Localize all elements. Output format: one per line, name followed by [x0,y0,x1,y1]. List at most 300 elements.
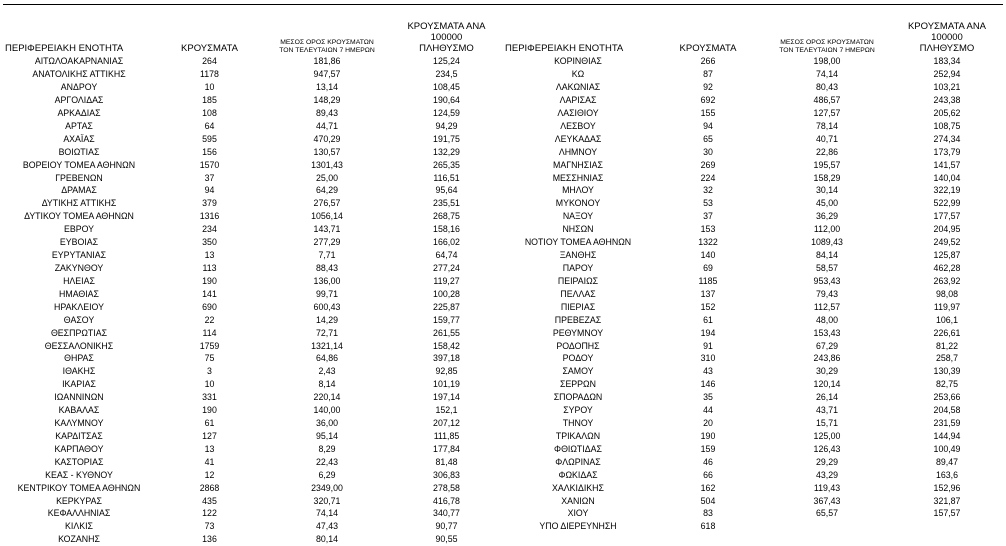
right-cases-cell: 92 [703,82,713,93]
left-avg-cell: 136,00 [313,275,341,286]
table-row [3,262,1003,275]
header-avg-right-line1: ΜΕΣΟΣ ΟΡΟΣ ΚΡΟΥΣΜΑΤΩΝ [780,39,874,47]
right-region-cell: ΝΑΞΟΥ [562,211,594,222]
left-per100k-cell: 190,64 [433,94,460,105]
left-region-cell: ΑΡΤΑΣ [65,120,93,131]
right-avg-cell: 65,57 [815,508,838,519]
left-per100k-cell: 166,02 [433,237,460,248]
left-per100k-cell: 261,55 [433,327,460,338]
left-avg-cell: 277,29 [313,237,341,248]
left-cases-cell: 1570 [199,159,220,170]
left-avg-cell: 7,71 [318,250,336,261]
right-avg-cell: 15,71 [815,418,838,429]
right-avg-cell [763,533,891,546]
right-cases-cell: 61 [703,314,713,325]
table-row [3,197,1003,210]
left-region-cell: ΔΥΤΙΚΗΣ ΑΤΤΙΚΗΣ [41,198,117,209]
left-avg-cell: 2,43 [318,366,336,377]
right-avg-cell: 198,00 [813,56,841,67]
right-per100k-cell: 98,08 [935,288,958,299]
left-avg-cell: 74,14 [315,508,338,519]
right-region-cell: ΤΡΙΚΑΛΩΝ [555,430,601,441]
left-cases-cell: 122 [202,508,217,519]
right-avg-cell: 112,57 [813,301,841,312]
left-avg-cell: 320,71 [313,495,341,506]
left-region-cell: ΘΗΡΑΣ [64,353,94,364]
right-avg-cell: 126,43 [813,443,841,454]
right-avg-cell: 486,57 [813,94,841,105]
left-region-cell: ΙΩΑΝΝΙΝΩΝ [54,392,104,403]
left-region-cell: ΘΕΣΠΡΩΤΙΑΣ [50,327,108,338]
right-avg-cell: 127,57 [813,107,841,118]
table-row [3,378,1003,391]
table-row [3,352,1003,365]
table-row [3,287,1003,300]
right-cases-cell: 94 [703,120,713,131]
right-region-cell: ΝΗΣΩΝ [562,224,594,235]
left-cases-cell: 185 [202,94,217,105]
right-avg-cell: 30,14 [815,185,838,196]
left-per100k-cell: 197,14 [433,392,460,403]
table-row [3,158,1003,171]
right-avg-cell: 1089,43 [811,237,843,248]
right-avg-cell: 125,00 [813,430,841,441]
left-region-cell: ΘΑΣΟΥ [63,314,95,325]
right-cases-cell: 66 [703,469,713,480]
left-region-cell: ΚΕΦΑΛΛΗΝΙΑΣ [47,508,111,519]
right-region-cell: ΜΥΚΟΝΟΥ [555,198,601,209]
left-region-cell: ΑΙΤΩΛΟΑΚΑΡΝΑΝΙΑΣ [34,56,124,67]
right-region-cell: ΡΟΔΟΥ [562,353,594,364]
left-avg-cell: 95,14 [315,430,338,441]
cases-table-container [3,22,1003,546]
right-region-cell: ΦΩΚΙΔΑΣ [558,469,598,480]
right-region-cell: ΜΕΣΣΗΝΙΑΣ [552,172,604,183]
right-per100k-cell: 100,49 [933,443,961,454]
table-row [3,365,1003,378]
left-cases-cell: 114 [202,327,217,338]
right-per100k-cell: 173,79 [933,146,961,157]
left-region-cell: ΒΟΡΕΙΟΥ ΤΟΜΕΑ ΑΘΗΝΩΝ [22,159,136,170]
left-cases-cell: 190 [202,275,217,286]
right-region-cell: ΣΑΜΟΥ [562,366,594,377]
right-region-cell: ΛΑΣΙΘΙΟΥ [557,107,599,118]
right-avg-cell: 195,57 [813,159,841,170]
right-avg-cell: 119,43 [813,482,841,493]
right-per100k-cell: 258,7 [935,353,958,364]
left-avg-cell: 8,29 [318,443,336,454]
left-avg-cell: 44,71 [315,120,338,131]
right-avg-cell: 67,29 [815,340,838,351]
right-per100k-cell: 130,39 [933,366,961,377]
right-per100k-cell: 263,92 [933,275,961,286]
left-cases-cell: 75 [204,353,215,364]
right-region-cell [503,533,653,546]
left-avg-cell: 1321,14 [311,340,343,351]
table-row [3,391,1003,404]
right-cases-cell: 46 [703,456,713,467]
header-region-right: ΠΕΡΙΦΕΡΕΙΑΚΗ ΕΝΟΤΗΤΑ [505,42,624,54]
right-cases-cell: 1322 [698,237,718,248]
left-region-cell: ΚΕΑΣ - ΚΥΘΝΟΥ [45,469,113,480]
left-cases-cell: 13 [204,443,215,454]
left-per100k-cell: 64,74 [435,250,458,261]
left-avg-cell: 140,00 [313,405,341,416]
left-avg-cell: 36,00 [315,418,338,429]
right-per100k-cell: 125,87 [933,250,961,261]
right-cases-cell: 155 [700,107,716,118]
right-cases-cell: 269 [700,159,716,170]
right-cases-cell: 190 [700,430,716,441]
left-avg-cell: 276,57 [313,198,341,209]
left-avg-cell: 1301,43 [311,159,343,170]
left-avg-cell: 99,71 [315,288,338,299]
right-region-cell: ΞΑΝΘΗΣ [559,250,597,261]
left-region-cell: ΓΡΕΒΕΝΩΝ [55,172,103,183]
left-region-cell: ΙΚΑΡΙΑΣ [62,379,96,390]
right-region-cell: ΡΟΔΟΠΗΣ [556,340,600,351]
right-region-cell: ΡΕΘΥΜΝΟΥ [552,327,604,338]
right-per100k-cell: 141,57 [933,159,961,170]
right-per100k-cell: 144,94 [933,430,961,441]
left-cases-cell: 379 [202,198,217,209]
left-region-cell: ΗΡΑΚΛΕΙΟΥ [54,301,104,312]
right-per100k-cell: 231,59 [933,418,961,429]
left-avg-cell: 72,71 [315,327,338,338]
right-per100k-cell: 81,22 [935,340,958,351]
left-per100k-cell: 125,24 [433,56,460,67]
left-cases-cell: 64 [204,120,215,131]
left-cases-cell: 1759 [199,340,220,351]
right-avg-cell: 30,29 [815,366,838,377]
right-region-cell: ΛΑΡΙΣΑΣ [559,94,597,105]
right-per100k-cell: 249,52 [933,237,961,248]
right-per100k-cell: 204,58 [933,405,961,416]
table-row [3,249,1003,262]
right-cases-cell: 310 [700,353,716,364]
table-row [3,313,1003,326]
left-per100k-cell: 111,85 [433,430,460,441]
table-row [3,339,1003,352]
right-region-cell: ΧΙΟΥ [567,508,589,519]
right-avg-cell: 367,43 [813,495,841,506]
cases-by-region-table [3,22,1003,546]
left-region-cell: ΚΙΛΚΙΣ [65,521,93,532]
left-avg-cell: 143,71 [313,224,341,235]
table-row [3,417,1003,430]
left-cases-cell: 331 [202,392,217,403]
left-region-cell: ΑΧΑΪΑΣ [63,133,95,144]
right-avg-cell: 158,29 [813,172,841,183]
left-avg-cell: 89,43 [315,107,338,118]
table-row [3,274,1003,287]
left-region-cell: ΔΥΤΙΚΟΥ ΤΟΜΕΑ ΑΘΗΝΩΝ [24,211,134,222]
right-cases-cell: 32 [703,185,713,196]
left-avg-cell: 14,29 [315,314,338,325]
left-region-cell: ΚΟΖΑΝΗΣ [58,534,100,545]
table-row [3,81,1003,94]
right-region-cell: ΛΑΚΩΝΙΑΣ [555,82,601,93]
right-avg-cell: 48,00 [815,314,838,325]
left-region-cell: ΕΥΒΟΙΑΣ [59,237,99,248]
right-region-cell: ΠΡΕΒΕΖΑΣ [554,314,602,325]
left-cases-cell: 190 [202,405,217,416]
table-row [3,236,1003,249]
left-region-cell: ΚΕΝΤΡΙΚΟΥ ΤΟΜΕΑ ΑΘΗΝΩΝ [17,482,141,493]
right-per100k-cell: 108,75 [933,120,961,131]
right-per100k-cell: 183,34 [933,56,961,67]
left-cases-cell: 37 [204,172,215,183]
left-cases-cell: 136 [202,534,217,545]
left-cases-cell: 13 [204,250,215,261]
left-region-cell: ΒΟΙΩΤΙΑΣ [58,146,100,157]
right-avg-cell: 43,29 [815,469,838,480]
left-per100k-cell: 108,45 [433,82,460,93]
right-cases-cell: 53 [703,198,713,209]
right-cases-cell: 153 [700,224,716,235]
right-region-cell: ΧΑΝΙΩΝ [561,495,595,506]
header-per100k-right-line1: ΚΡΟΥΣΜΑΤΑ ΑΝΑ 100000 [907,21,987,43]
table-row [3,430,1003,443]
left-per100k-cell: 207,12 [433,418,460,429]
left-region-cell: ΑΡΚΑΔΙΑΣ [57,107,101,118]
right-cases-cell: 146 [700,379,716,390]
left-cases-cell: 108 [202,107,217,118]
right-region-cell: ΚΩ [571,69,585,80]
left-region-cell: ΕΒΡΟΥ [63,224,95,235]
right-avg-cell: 78,14 [815,120,838,131]
table-row [3,106,1003,119]
left-per100k-cell: 119,27 [433,275,460,286]
right-cases-cell: 65 [703,133,713,144]
table-row [3,520,1003,533]
right-cases-cell: 69 [703,262,713,273]
left-per100k-cell: 132,29 [433,146,460,157]
left-per100k-cell: 116,51 [433,172,460,183]
left-per100k-cell: 101,19 [433,379,460,390]
table-row [3,68,1003,81]
left-per100k-cell: 225,87 [433,301,460,312]
table-row [3,404,1003,417]
header-avg-left-line2: ΤΟΝ ΤΕΛΕΥΤΑΙΩΝ 7 ΗΜΕΡΩΝ [279,46,375,54]
table-row [3,210,1003,223]
table-row [3,533,1003,546]
right-per100k-cell: 82,75 [935,379,958,390]
left-avg-cell: 148,29 [313,94,341,105]
right-per100k-cell: 243,38 [933,94,961,105]
right-cases-cell: 224 [700,172,716,183]
left-region-cell: ΗΜΑΘΙΑΣ [59,288,99,299]
left-per100k-cell: 397,18 [433,353,460,364]
right-avg-cell: 79,43 [815,288,838,299]
header-avg-right-line2: ΤΟΝ ΤΕΛΕΥΤΑΙΩΝ 7 ΗΜΕΡΩΝ [779,46,875,54]
table-row [3,119,1003,132]
left-cases-cell: 141 [202,288,217,299]
left-avg-cell: 8,14 [318,379,336,390]
left-region-cell: ΚΑΒΑΛΑΣ [58,405,100,416]
table-row [3,326,1003,339]
right-region-cell: ΛΕΥΚΑΔΑΣ [554,133,602,144]
right-per100k-cell: 119,97 [933,301,961,312]
left-cases-cell: 73 [204,521,215,532]
table-header-row [3,22,1003,55]
left-per100k-cell: 277,24 [433,262,460,273]
right-per100k-cell: 163,6 [935,469,958,480]
table-row [3,184,1003,197]
right-avg-cell: 74,14 [815,69,838,80]
right-region-cell: ΤΗΝΟΥ [562,418,594,429]
left-cases-cell: 22 [204,314,215,325]
right-region-cell: ΦΛΩΡΙΝΑΣ [555,456,601,467]
left-avg-cell: 470,29 [313,133,341,144]
left-per100k-cell: 95,64 [435,185,458,196]
left-avg-cell: 2349,00 [311,482,343,493]
header-per100k-left-line2: ΠΛΗΘΥΣΜΟ [419,42,474,54]
right-cases-cell: 159 [700,443,716,454]
header-avg-right [763,22,891,55]
right-avg-cell: 43,71 [815,405,838,416]
left-per100k-cell: 90,55 [435,534,458,545]
table-row [3,300,1003,313]
left-cases-cell: 41 [204,456,215,467]
table-row [3,171,1003,184]
right-cases-cell: 87 [703,69,713,80]
table-row [3,455,1003,468]
left-avg-cell: 22,43 [315,456,338,467]
header-avg-left-line1: ΜΕΣΟΣ ΟΡΟΣ ΚΡΟΥΣΜΑΤΩΝ [280,39,374,47]
right-per100k-cell: 106,1 [935,314,958,325]
right-region-cell: ΜΗΛΟΥ [562,185,594,196]
left-cases-cell: 61 [204,418,215,429]
left-per100k-cell: 191,75 [433,133,460,144]
left-per100k-cell: 81,48 [435,456,458,467]
right-per100k-cell: 140,04 [933,172,961,183]
right-region-cell: ΣΠΟΡΑΔΩΝ [553,392,603,403]
right-avg-cell: 153,43 [813,327,841,338]
left-avg-cell: 64,86 [315,353,338,364]
right-region-cell: ΠΕΛΛΑΣ [560,288,596,299]
left-region-cell: ΚΑΡΔΙΤΣΑΣ [55,430,103,441]
left-avg-cell: 64,29 [315,185,338,196]
left-avg-cell: 25,00 [315,172,338,183]
header-avg-left [264,22,390,55]
right-cases-cell: 44 [703,405,713,416]
right-avg-cell: 58,57 [815,262,838,273]
left-cases-cell: 234 [202,224,217,235]
right-per100k-cell: 103,21 [933,82,961,93]
right-cases-cell: 83 [703,508,713,519]
left-cases-cell: 156 [202,146,217,157]
right-cases-cell: 37 [703,211,713,222]
right-cases-cell: 91 [703,340,713,351]
left-per100k-cell: 158,42 [433,340,460,351]
right-avg-cell: 26,14 [815,392,838,403]
left-avg-cell: 1056,14 [311,211,343,222]
right-avg-cell: 80,43 [815,82,838,93]
left-cases-cell: 113 [202,262,217,273]
right-cases-cell: 20 [703,418,713,429]
left-region-cell: ΖΑΚΥΝΘΟΥ [54,262,104,273]
left-region-cell: ΙΘΑΚΗΣ [62,366,96,377]
right-region-cell: ΠΙΕΡΙΑΣ [560,301,596,312]
right-per100k-cell: 321,87 [933,495,961,506]
left-cases-cell: 435 [202,495,217,506]
left-cases-cell: 10 [204,82,215,93]
table-row [3,507,1003,520]
table-row [3,494,1003,507]
right-avg-cell: 29,29 [815,456,838,467]
right-avg-cell: 243,86 [813,353,841,364]
left-avg-cell: 47,43 [315,521,338,532]
right-region-cell: ΠΑΡΟΥ [562,262,594,273]
table-row [3,132,1003,145]
right-region-cell: ΣΕΡΡΩΝ [560,379,596,390]
top-border-line [3,4,1003,5]
left-per100k-cell: 268,75 [433,211,460,222]
left-avg-cell: 947,57 [313,69,341,80]
header-per100k-left-line1: ΚΡΟΥΣΜΑΤΑ ΑΝΑ 100000 [407,21,486,43]
right-per100k-cell: 253,66 [933,392,961,403]
left-avg-cell: 6,29 [318,469,336,480]
left-avg-cell: 220,14 [313,392,341,403]
left-cases-cell: 264 [202,56,217,67]
right-per100k-cell: 205,62 [933,107,961,118]
left-per100k-cell: 92,85 [435,366,458,377]
left-per100k-cell: 177,84 [433,443,460,454]
left-region-cell: ΘΕΣΣΑΛΟΝΙΚΗΣ [44,340,114,351]
right-per100k-cell: 177,57 [933,211,961,222]
table-row [3,145,1003,158]
right-avg-cell [763,520,891,533]
left-region-cell: ΔΡΑΜΑΣ [61,185,97,196]
left-cases-cell: 94 [204,185,215,196]
right-per100k-cell: 522,99 [933,198,961,209]
right-per100k-cell: 462,28 [933,262,961,273]
right-region-cell: ΧΑΛΚΙΔΙΚΗΣ [552,482,604,493]
left-region-cell: ΚΕΡΚΥΡΑΣ [56,495,102,506]
right-region-cell: ΦΘΙΩΤΙΔΑΣ [554,443,602,454]
table-row [3,94,1003,107]
left-cases-cell: 1316 [199,211,220,222]
right-avg-cell: 45,00 [815,198,838,209]
right-region-cell: ΜΑΓΝΗΣΙΑΣ [553,159,603,170]
left-avg-cell: 130,57 [313,146,341,157]
right-cases-cell: 194 [700,327,716,338]
left-avg-cell: 13,14 [315,82,338,93]
header-per100k-right-line2: ΠΛΗΘΥΣΜΟ [919,42,975,54]
right-cases-cell: 30 [703,146,713,157]
left-region-cell: ΗΛΕΙΑΣ [63,275,95,286]
right-avg-cell: 36,29 [815,211,838,222]
left-cases-cell: 127 [202,430,217,441]
left-per100k-cell: 306,83 [433,469,460,480]
left-per100k-cell: 234,5 [435,69,458,80]
right-region-cell: ΚΟΡΙΝΘΙΑΣ [554,56,602,67]
left-region-cell: ΚΑΡΠΑΘΟΥ [54,443,104,454]
right-per100k-cell [891,520,1003,533]
left-per100k-cell: 124,59 [433,107,460,118]
right-cases-cell: 692 [700,94,716,105]
header-per100k-right [891,22,1003,55]
left-cases-cell: 3 [207,366,212,377]
right-region-cell: ΛΕΣΒΟΥ [560,120,596,131]
right-avg-cell: 22,86 [815,146,838,157]
right-avg-cell: 112,00 [813,224,841,235]
left-cases-cell: 690 [202,301,217,312]
right-cases-cell: 152 [700,301,716,312]
right-per100k-cell: 152,96 [933,482,961,493]
left-per100k-cell: 416,78 [433,495,460,506]
